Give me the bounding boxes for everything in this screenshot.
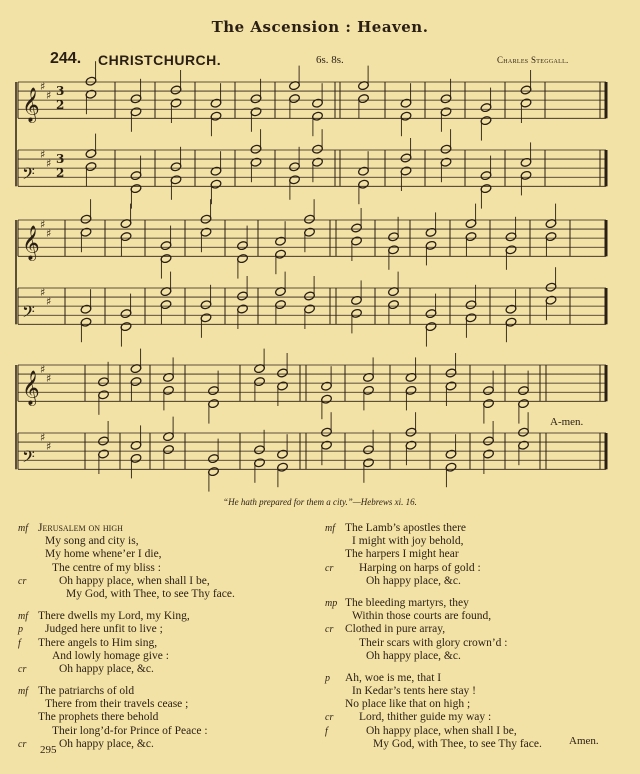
verse-text: Oh happy place, when shall I be,: [366, 724, 517, 737]
dynamic-marking: f: [325, 725, 328, 737]
dynamic-marking: cr: [325, 562, 334, 574]
verse-text: My song and city is,: [45, 535, 139, 548]
verse-text: Clothed in pure array,: [345, 623, 446, 636]
verse-line: [325, 535, 625, 548]
stanza: [18, 522, 318, 601]
verse-text: My God, with Thee, to see Thy face.: [66, 587, 235, 600]
verse-line: [18, 711, 318, 724]
verse-line: [18, 650, 318, 663]
verse-text: There angels to Him sing,: [38, 636, 158, 649]
verse-text: Oh happy place, &c.: [59, 737, 154, 750]
verse-text: No place like that on high ;: [345, 698, 471, 711]
dynamic-marking: f: [18, 637, 21, 649]
verse-text: And lowly homage give :: [52, 649, 169, 662]
verse-text: I might with joy behold,: [352, 535, 464, 548]
dynamic-marking: cr: [325, 624, 334, 636]
verse-text: Oh happy place, &c.: [366, 649, 461, 662]
verse-text: Judged here unfit to live ;: [45, 623, 163, 636]
scripture-reference: “He hath prepared for them a city.”—Hebrews xi. 16.: [223, 497, 417, 507]
sharp-icon: ♯: [46, 89, 52, 102]
sharp-icon: ♯: [40, 286, 46, 299]
dynamic-marking: p: [18, 624, 23, 636]
amen-lyric: A-men.: [550, 416, 584, 428]
verse-line: [325, 597, 625, 610]
verse-line: [325, 650, 625, 663]
verse-line: [18, 535, 318, 548]
verse-line: [18, 623, 318, 636]
verse-line: [325, 685, 625, 698]
stanza: [18, 610, 318, 676]
bass-clef-icon: 𝄢: [22, 163, 35, 188]
dynamic-marking: p: [325, 672, 330, 684]
stanza: [325, 522, 625, 588]
treble-clef-icon: 𝄞: [22, 87, 40, 123]
treble-clef-icon: 𝄞: [22, 225, 40, 261]
verse-line: [325, 637, 625, 650]
verse-line: [325, 623, 625, 636]
bass-clef-icon: 𝄢: [22, 446, 35, 471]
section-heading: The Ascension : Heaven.: [211, 18, 429, 36]
sharp-icon: ♯: [40, 431, 46, 444]
time-signature-top: 3: [56, 84, 65, 98]
verse-text: Oh happy place, when shall I be,: [59, 574, 210, 587]
verse-line: [325, 562, 625, 575]
verse-text: The harpers I might hear: [345, 548, 459, 561]
bass-clef-icon: 𝄢: [22, 301, 35, 326]
stanza: [18, 685, 318, 751]
verse-text: Within those courts are found,: [352, 610, 492, 623]
verse-text: Oh happy place, &c.: [59, 662, 154, 675]
verse-text: Jerusalem on high: [38, 522, 123, 534]
verse-text: My home whene’er I die,: [45, 548, 162, 561]
dynamic-marking: mf: [325, 523, 335, 534]
verse-line: [18, 588, 318, 601]
verse-line: [18, 698, 318, 711]
verse-text: Ah, woe is me, that I: [345, 671, 442, 684]
verse-line: [325, 575, 625, 588]
dynamic-marking: mf: [18, 686, 28, 698]
verse-text: Oh happy place, &c.: [366, 574, 461, 587]
tune-name: CHRISTCHURCH.: [98, 52, 222, 68]
sharp-icon: ♯: [46, 157, 52, 170]
dynamic-marking: cr: [18, 738, 27, 750]
verse-line: [18, 685, 318, 698]
verse-line: [18, 738, 318, 751]
verse-line: [325, 711, 625, 724]
sharp-icon: ♯: [46, 440, 52, 453]
time-signature-top: 3: [56, 152, 65, 166]
dynamic-marking: cr: [18, 575, 27, 587]
closing-amen: Amen.: [569, 735, 599, 747]
time-signature-bottom: 2: [56, 98, 65, 112]
dynamic-marking: cr: [325, 712, 334, 724]
verse-text: The bleeding martyrs, they: [345, 596, 469, 609]
sharp-icon: ♯: [46, 372, 52, 385]
dynamic-marking: cr: [18, 663, 27, 675]
verse-text: The prophets there behold: [38, 711, 159, 724]
verse-line: [18, 522, 318, 535]
sharp-icon: ♯: [46, 295, 52, 308]
verse-text: My God, with Thee, to see Thy face.: [373, 737, 542, 750]
verses-right-column: [325, 522, 625, 760]
verse-line: [18, 725, 318, 738]
verse-text: Harping on harps of gold :: [359, 561, 481, 574]
verse-text: Their long’d-for Prince of Peace :: [52, 724, 208, 737]
verse-line: [18, 610, 318, 623]
verses-left-column: [18, 522, 318, 760]
sharp-icon: ♯: [46, 227, 52, 240]
hymn-number: 244.: [50, 50, 82, 67]
dynamic-marking: mf: [18, 611, 28, 623]
verse-text: There from their travels cease ;: [45, 698, 189, 711]
time-signature-bottom: 2: [56, 166, 65, 180]
verse-line: [18, 637, 318, 650]
verse-line: [325, 698, 625, 711]
verse-line: [325, 610, 625, 623]
sharp-icon: ♯: [40, 148, 46, 161]
dynamic-marking: mf: [18, 523, 28, 534]
page-number: 295: [40, 744, 57, 756]
verse-text: The Lamb’s apostles there: [345, 522, 467, 534]
sharp-icon: ♯: [40, 80, 46, 93]
composer: Charles Steggall.: [497, 55, 569, 65]
verse-line: [18, 562, 318, 575]
verse-line: [18, 575, 318, 588]
meter: 6s. 8s.: [316, 54, 344, 66]
verse-line: [18, 663, 318, 676]
verse-line: [325, 548, 625, 561]
verse-text: Lord, thither guide my way :: [359, 711, 492, 724]
verse-text: Their scars with glory crown’d :: [359, 636, 508, 649]
verse-text: There dwells my Lord, my King,: [38, 610, 190, 623]
verse-line: [325, 522, 625, 535]
verse-text: The centre of my bliss :: [52, 561, 161, 574]
stanza: [325, 597, 625, 663]
treble-clef-icon: 𝄞: [22, 370, 40, 406]
sharp-icon: ♯: [40, 363, 46, 376]
verse-line: [325, 672, 625, 685]
verse-text: The patriarchs of old: [38, 685, 135, 698]
verse-text: In Kedar’s tents here stay !: [352, 685, 477, 698]
sharp-icon: ♯: [40, 218, 46, 231]
verse-line: [18, 548, 318, 561]
dynamic-marking: mp: [325, 597, 338, 609]
